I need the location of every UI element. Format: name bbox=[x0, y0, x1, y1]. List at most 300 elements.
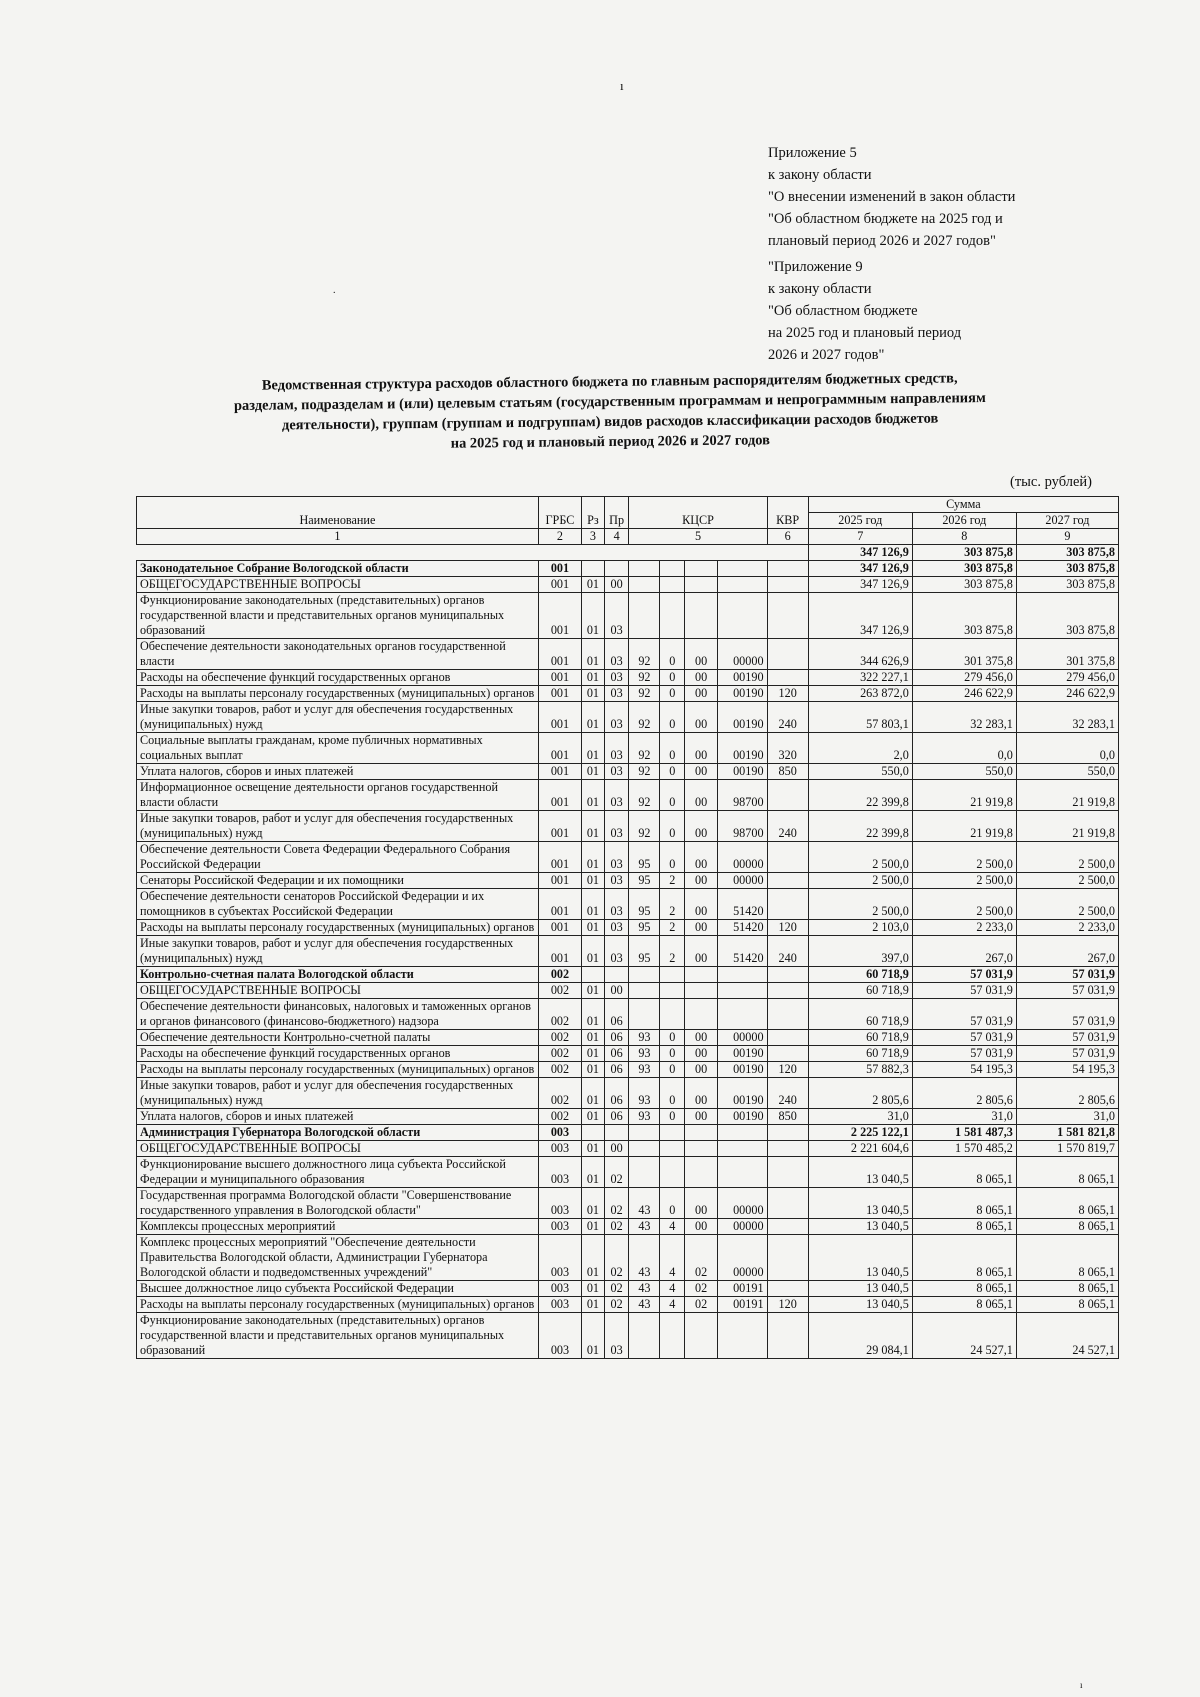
row-rz: 01 bbox=[582, 1281, 605, 1297]
row-kcsr-event: 00 bbox=[685, 1062, 718, 1078]
col-sum-header: Сумма bbox=[808, 497, 1118, 513]
row-amount-2025: 31,0 bbox=[808, 1109, 912, 1125]
row-kcsr-program: 95 bbox=[629, 920, 660, 936]
table-row bbox=[137, 1188, 1119, 1219]
row-kcsr-program bbox=[629, 561, 660, 577]
row-kcsr-event: 00 bbox=[685, 811, 718, 842]
col-rz-header: Рз bbox=[582, 497, 605, 529]
row-kcsr-direction bbox=[718, 577, 767, 593]
row-rz: 01 bbox=[582, 780, 605, 811]
appendix-line: 2026 и 2027 годов" bbox=[768, 347, 885, 363]
col-number: 2 bbox=[538, 529, 581, 545]
row-name: Обеспечение деятельности сенаторов Российской Федерации и их помощников в субъектах Российской Федерации bbox=[137, 889, 539, 920]
row-kcsr-event bbox=[685, 561, 718, 577]
row-name: Расходы на обеспечение функций государственных органов bbox=[137, 1046, 539, 1062]
table-row bbox=[137, 967, 1119, 983]
row-kcsr-direction bbox=[718, 593, 767, 639]
row-kvr: 240 bbox=[767, 936, 808, 967]
row-kcsr-subprogram bbox=[660, 577, 685, 593]
row-kcsr-event: 00 bbox=[685, 1188, 718, 1219]
appendix-line: плановый период 2026 и 2027 годов" bbox=[768, 233, 996, 249]
row-kcsr-event bbox=[685, 593, 718, 639]
row-name: Обеспечение деятельности финансовых, налоговых и таможенных органов и органов финансового (финансово-бюджетного) надзора bbox=[137, 999, 539, 1030]
row-kcsr-program: 92 bbox=[629, 686, 660, 702]
row-kvr: 120 bbox=[767, 1297, 808, 1313]
row-kcsr-program bbox=[629, 577, 660, 593]
row-kcsr-event: 00 bbox=[685, 733, 718, 764]
row-kcsr-subprogram bbox=[660, 1141, 685, 1157]
row-amount-2026: 57 031,9 bbox=[912, 967, 1016, 983]
col-kvr-header: КВР bbox=[767, 497, 808, 529]
row-kvr bbox=[767, 1046, 808, 1062]
row-amount-2027: 550,0 bbox=[1016, 764, 1118, 780]
row-amount-2025: 13 040,5 bbox=[808, 1219, 912, 1235]
row-kcsr-subprogram bbox=[660, 967, 685, 983]
row-kcsr-subprogram bbox=[660, 561, 685, 577]
row-grbs: 001 bbox=[538, 920, 581, 936]
row-amount-2027: 303 875,8 bbox=[1016, 577, 1118, 593]
row-amount-2027: 8 065,1 bbox=[1016, 1235, 1118, 1281]
row-kcsr-program: 43 bbox=[629, 1219, 660, 1235]
row-kvr: 850 bbox=[767, 764, 808, 780]
row-kcsr-direction: 00000 bbox=[718, 1235, 767, 1281]
row-amount-2027: 57 031,9 bbox=[1016, 983, 1118, 999]
row-kcsr-direction: 00000 bbox=[718, 1219, 767, 1235]
table-row bbox=[137, 920, 1119, 936]
total-spacer bbox=[137, 545, 809, 561]
row-kcsr-direction: 00190 bbox=[718, 1109, 767, 1125]
row-kcsr-program: 93 bbox=[629, 1109, 660, 1125]
row-amount-2025: 2 225 122,1 bbox=[808, 1125, 912, 1141]
units-label: (тыс. рублей) bbox=[1010, 474, 1092, 490]
row-amount-2027: 246 622,9 bbox=[1016, 686, 1118, 702]
table-row bbox=[137, 1109, 1119, 1125]
row-kcsr-event: 00 bbox=[685, 702, 718, 733]
row-kcsr-program: 92 bbox=[629, 764, 660, 780]
appendix-line: на 2025 год и плановый период bbox=[768, 325, 962, 341]
table-row bbox=[137, 1141, 1119, 1157]
table-row bbox=[137, 1219, 1119, 1235]
row-name: Комплекс процессных мероприятий "Обеспечение деятельности Правительства Вологодской области, Администрации Губернатора Вологодской области и подведомственных учреждений" bbox=[137, 1235, 539, 1281]
row-pr: 03 bbox=[604, 889, 629, 920]
row-kcsr-event bbox=[685, 1141, 718, 1157]
row-kcsr-subprogram: 0 bbox=[660, 811, 685, 842]
row-amount-2027: 1 581 821,8 bbox=[1016, 1125, 1118, 1141]
row-amount-2026: 21 919,8 bbox=[912, 811, 1016, 842]
row-name: Администрация Губернатора Вологодской области bbox=[137, 1125, 539, 1141]
appendix-line: "Приложение 9 bbox=[768, 259, 863, 275]
row-name: ОБЩЕГОСУДАРСТВЕННЫЕ ВОПРОСЫ bbox=[137, 577, 539, 593]
row-amount-2027: 2 805,6 bbox=[1016, 1078, 1118, 1109]
row-amount-2027: 8 065,1 bbox=[1016, 1188, 1118, 1219]
row-grbs: 001 bbox=[538, 670, 581, 686]
row-amount-2025: 13 040,5 bbox=[808, 1235, 912, 1281]
row-amount-2025: 60 718,9 bbox=[808, 1046, 912, 1062]
appendix-line: к закону области bbox=[768, 167, 872, 183]
row-rz: 01 bbox=[582, 1235, 605, 1281]
row-kcsr-subprogram: 4 bbox=[660, 1219, 685, 1235]
row-amount-2027: 2 500,0 bbox=[1016, 842, 1118, 873]
row-pr bbox=[604, 561, 629, 577]
row-kvr bbox=[767, 577, 808, 593]
row-name: Сенаторы Российской Федерации и их помощники bbox=[137, 873, 539, 889]
row-kcsr-subprogram: 2 bbox=[660, 889, 685, 920]
table-row bbox=[137, 764, 1119, 780]
row-grbs: 001 bbox=[538, 577, 581, 593]
row-grbs: 002 bbox=[538, 1030, 581, 1046]
table-row bbox=[137, 639, 1119, 670]
row-amount-2025: 2 805,6 bbox=[808, 1078, 912, 1109]
row-rz: 01 bbox=[582, 686, 605, 702]
table-row bbox=[137, 1157, 1119, 1188]
row-grbs: 001 bbox=[538, 811, 581, 842]
col-number: 7 bbox=[808, 529, 912, 545]
row-rz: 01 bbox=[582, 1078, 605, 1109]
row-name: Информационное освещение деятельности органов государственной власти области bbox=[137, 780, 539, 811]
row-pr: 03 bbox=[604, 733, 629, 764]
row-rz: 01 bbox=[582, 764, 605, 780]
row-rz: 01 bbox=[582, 1313, 605, 1359]
row-kcsr-event: 02 bbox=[685, 1281, 718, 1297]
row-amount-2027: 8 065,1 bbox=[1016, 1281, 1118, 1297]
row-amount-2027: 57 031,9 bbox=[1016, 967, 1118, 983]
table-row bbox=[137, 733, 1119, 764]
row-amount-2025: 2 500,0 bbox=[808, 889, 912, 920]
row-name: Расходы на выплаты персоналу государственных (муниципальных) органов bbox=[137, 1297, 539, 1313]
row-kvr bbox=[767, 873, 808, 889]
row-amount-2026: 57 031,9 bbox=[912, 999, 1016, 1030]
row-kcsr-event: 00 bbox=[685, 780, 718, 811]
row-pr: 03 bbox=[604, 780, 629, 811]
row-name: Контрольно-счетная палата Вологодской области bbox=[137, 967, 539, 983]
row-kcsr-direction bbox=[718, 1157, 767, 1188]
row-pr: 02 bbox=[604, 1281, 629, 1297]
total-2026: 303 875,8 bbox=[912, 545, 1016, 561]
budget-table bbox=[136, 496, 1119, 1359]
row-name: ОБЩЕГОСУДАРСТВЕННЫЕ ВОПРОСЫ bbox=[137, 1141, 539, 1157]
row-kcsr-event bbox=[685, 577, 718, 593]
row-pr: 02 bbox=[604, 1157, 629, 1188]
row-grbs: 002 bbox=[538, 1078, 581, 1109]
row-kcsr-program: 92 bbox=[629, 639, 660, 670]
row-kcsr-subprogram: 0 bbox=[660, 1062, 685, 1078]
table-row bbox=[137, 702, 1119, 733]
row-amount-2026: 1 570 485,2 bbox=[912, 1141, 1016, 1157]
row-kcsr-program: 43 bbox=[629, 1235, 660, 1281]
row-kcsr-direction: 51420 bbox=[718, 889, 767, 920]
title-line: деятельности), группам (группам и подгруппам) видов расходов классификации расходов бюджетов bbox=[281, 410, 939, 434]
row-name: Высшее должностное лицо субъекта Российской Федерации bbox=[137, 1281, 539, 1297]
row-pr: 02 bbox=[604, 1297, 629, 1313]
row-name: Обеспечение деятельности Совета Федерации Федерального Собрания Российской Федерации bbox=[137, 842, 539, 873]
row-kcsr-subprogram: 4 bbox=[660, 1281, 685, 1297]
row-rz bbox=[582, 561, 605, 577]
row-kcsr-event: 00 bbox=[685, 873, 718, 889]
row-grbs: 003 bbox=[538, 1281, 581, 1297]
row-kcsr-program: 43 bbox=[629, 1281, 660, 1297]
row-amount-2025: 13 040,5 bbox=[808, 1188, 912, 1219]
row-name: Комплексы процессных мероприятий bbox=[137, 1219, 539, 1235]
row-grbs: 003 bbox=[538, 1219, 581, 1235]
row-kcsr-event bbox=[685, 1125, 718, 1141]
row-name: Государственная программа Вологодской области "Совершенствование государственного управления в Вологодской области" bbox=[137, 1188, 539, 1219]
table-row bbox=[137, 889, 1119, 920]
row-kcsr-direction bbox=[718, 999, 767, 1030]
title-line: разделам, подразделам и (или) целевым статьям (государственным программам и непрограммным направлениям bbox=[233, 390, 986, 414]
row-name: Социальные выплаты гражданам, кроме публичных нормативных социальных выплат bbox=[137, 733, 539, 764]
row-grbs: 001 bbox=[538, 764, 581, 780]
row-kcsr-event: 00 bbox=[685, 920, 718, 936]
corner-mark: ı bbox=[1080, 1680, 1083, 1690]
col-2026-header: 2026 год bbox=[912, 513, 1016, 529]
row-amount-2025: 13 040,5 bbox=[808, 1157, 912, 1188]
row-kcsr-event: 00 bbox=[685, 639, 718, 670]
row-kcsr-direction bbox=[718, 561, 767, 577]
row-kcsr-program: 95 bbox=[629, 936, 660, 967]
row-rz: 01 bbox=[582, 1141, 605, 1157]
row-rz: 01 bbox=[582, 842, 605, 873]
row-kcsr-program bbox=[629, 967, 660, 983]
row-grbs: 003 bbox=[538, 1157, 581, 1188]
row-kcsr-program bbox=[629, 593, 660, 639]
row-kcsr-program bbox=[629, 1141, 660, 1157]
row-kcsr-subprogram: 2 bbox=[660, 936, 685, 967]
stray-dot: . bbox=[333, 285, 336, 296]
row-pr: 03 bbox=[604, 764, 629, 780]
table-row bbox=[137, 1313, 1119, 1359]
row-kvr: 240 bbox=[767, 702, 808, 733]
row-amount-2025: 2 500,0 bbox=[808, 873, 912, 889]
row-kcsr-subprogram: 2 bbox=[660, 920, 685, 936]
row-kcsr-program: 92 bbox=[629, 702, 660, 733]
row-kvr: 120 bbox=[767, 1062, 808, 1078]
row-amount-2025: 13 040,5 bbox=[808, 1281, 912, 1297]
row-kvr: 320 bbox=[767, 733, 808, 764]
row-kcsr-direction: 00191 bbox=[718, 1297, 767, 1313]
col-number: 5 bbox=[629, 529, 767, 545]
table-row bbox=[137, 780, 1119, 811]
table-row bbox=[137, 1046, 1119, 1062]
row-kcsr-subprogram: 0 bbox=[660, 764, 685, 780]
row-kcsr-program bbox=[629, 1125, 660, 1141]
row-amount-2026: 2 233,0 bbox=[912, 920, 1016, 936]
row-grbs: 002 bbox=[538, 1046, 581, 1062]
row-kcsr-direction: 00190 bbox=[718, 764, 767, 780]
row-kcsr-direction bbox=[718, 1141, 767, 1157]
row-kcsr-subprogram bbox=[660, 1157, 685, 1188]
column-number-row bbox=[137, 529, 1119, 545]
row-amount-2025: 347 126,9 bbox=[808, 561, 912, 577]
row-amount-2027: 303 875,8 bbox=[1016, 593, 1118, 639]
row-amount-2026: 8 065,1 bbox=[912, 1235, 1016, 1281]
row-kvr bbox=[767, 967, 808, 983]
table-row bbox=[137, 686, 1119, 702]
table-row bbox=[137, 1235, 1119, 1281]
row-grbs: 003 bbox=[538, 1313, 581, 1359]
col-2025-header: 2025 год bbox=[808, 513, 912, 529]
appendix-line: Приложение 5 bbox=[768, 145, 857, 161]
row-amount-2026: 57 031,9 bbox=[912, 1030, 1016, 1046]
row-kcsr-program: 43 bbox=[629, 1297, 660, 1313]
row-kcsr-event: 00 bbox=[685, 1046, 718, 1062]
row-amount-2027: 8 065,1 bbox=[1016, 1219, 1118, 1235]
row-kvr bbox=[767, 670, 808, 686]
row-amount-2025: 22 399,8 bbox=[808, 811, 912, 842]
row-kcsr-direction: 00190 bbox=[718, 1062, 767, 1078]
row-kcsr-subprogram: 0 bbox=[660, 1030, 685, 1046]
row-amount-2025: 344 626,9 bbox=[808, 639, 912, 670]
row-kcsr-event bbox=[685, 967, 718, 983]
row-pr: 06 bbox=[604, 1109, 629, 1125]
row-grbs: 003 bbox=[538, 1141, 581, 1157]
row-kcsr-program bbox=[629, 1313, 660, 1359]
row-kcsr-program: 92 bbox=[629, 780, 660, 811]
row-amount-2025: 2 500,0 bbox=[808, 842, 912, 873]
row-name: Иные закупки товаров, работ и услуг для обеспечения государственных (муниципальных) нужд bbox=[137, 811, 539, 842]
row-pr: 06 bbox=[604, 999, 629, 1030]
row-pr: 00 bbox=[604, 1141, 629, 1157]
row-amount-2025: 322 227,1 bbox=[808, 670, 912, 686]
row-kvr bbox=[767, 1030, 808, 1046]
row-amount-2027: 31,0 bbox=[1016, 1109, 1118, 1125]
row-pr: 03 bbox=[604, 873, 629, 889]
row-amount-2027: 21 919,8 bbox=[1016, 780, 1118, 811]
row-name: Обеспечение деятельности законодательных органов государственной власти bbox=[137, 639, 539, 670]
row-grbs: 003 bbox=[538, 1188, 581, 1219]
row-kcsr-event bbox=[685, 983, 718, 999]
row-amount-2027: 57 031,9 bbox=[1016, 1030, 1118, 1046]
row-name: Расходы на выплаты персоналу государственных (муниципальных) органов bbox=[137, 1062, 539, 1078]
row-grbs: 001 bbox=[538, 873, 581, 889]
row-amount-2025: 347 126,9 bbox=[808, 577, 912, 593]
table-row bbox=[137, 842, 1119, 873]
row-kvr bbox=[767, 1157, 808, 1188]
row-pr: 03 bbox=[604, 670, 629, 686]
col-kcsr-header: КЦСР bbox=[629, 497, 767, 529]
table-row bbox=[137, 593, 1119, 639]
row-amount-2025: 57 882,3 bbox=[808, 1062, 912, 1078]
row-kvr bbox=[767, 1313, 808, 1359]
row-kcsr-subprogram: 0 bbox=[660, 842, 685, 873]
row-amount-2026: 57 031,9 bbox=[912, 983, 1016, 999]
col-grbs-header: ГРБС bbox=[538, 497, 581, 529]
row-amount-2027: 279 456,0 bbox=[1016, 670, 1118, 686]
row-pr: 03 bbox=[604, 702, 629, 733]
row-kcsr-direction: 00000 bbox=[718, 1030, 767, 1046]
row-rz: 01 bbox=[582, 702, 605, 733]
row-rz: 01 bbox=[582, 936, 605, 967]
row-amount-2027: 21 919,8 bbox=[1016, 811, 1118, 842]
table-row bbox=[137, 936, 1119, 967]
row-kcsr-direction: 00190 bbox=[718, 1078, 767, 1109]
row-kcsr-event: 00 bbox=[685, 1078, 718, 1109]
row-kcsr-subprogram bbox=[660, 593, 685, 639]
row-kvr bbox=[767, 1281, 808, 1297]
total-2027: 303 875,8 bbox=[1016, 545, 1118, 561]
row-name: Иные закупки товаров, работ и услуг для обеспечения государственных (муниципальных) нужд bbox=[137, 702, 539, 733]
col-number: 9 bbox=[1016, 529, 1118, 545]
table-row bbox=[137, 577, 1119, 593]
row-amount-2026: 8 065,1 bbox=[912, 1188, 1016, 1219]
row-amount-2025: 57 803,1 bbox=[808, 702, 912, 733]
row-grbs: 001 bbox=[538, 889, 581, 920]
row-kcsr-direction: 00000 bbox=[718, 873, 767, 889]
row-rz: 01 bbox=[582, 999, 605, 1030]
row-kcsr-direction: 98700 bbox=[718, 811, 767, 842]
row-kcsr-direction: 00000 bbox=[718, 1188, 767, 1219]
total-2025: 347 126,9 bbox=[808, 545, 912, 561]
row-kcsr-direction: 51420 bbox=[718, 936, 767, 967]
row-name: Функционирование высшего должностного лица субъекта Российской Федерации и муниципального образования bbox=[137, 1157, 539, 1188]
row-rz: 01 bbox=[582, 639, 605, 670]
row-rz: 01 bbox=[582, 983, 605, 999]
row-grbs: 001 bbox=[538, 936, 581, 967]
row-amount-2025: 60 718,9 bbox=[808, 999, 912, 1030]
page-mark: ı bbox=[620, 78, 624, 93]
row-kcsr-subprogram: 0 bbox=[660, 702, 685, 733]
row-kcsr-subprogram bbox=[660, 999, 685, 1030]
col-2027-header: 2027 год bbox=[1016, 513, 1118, 529]
appendix-line: "Об областном бюджете на 2025 год и bbox=[768, 211, 1003, 227]
row-kcsr-event: 00 bbox=[685, 686, 718, 702]
row-name: Функционирование законодательных (представительных) органов государственной власти и представительных органов муниципальных образований bbox=[137, 593, 539, 639]
row-name: Расходы на обеспечение функций государственных органов bbox=[137, 670, 539, 686]
row-pr: 03 bbox=[604, 686, 629, 702]
col-name-header: Наименование bbox=[137, 497, 539, 529]
row-kcsr-subprogram bbox=[660, 1313, 685, 1359]
row-rz: 01 bbox=[582, 1030, 605, 1046]
table-row bbox=[137, 1281, 1119, 1297]
col-number: 4 bbox=[604, 529, 629, 545]
row-kcsr-event: 00 bbox=[685, 889, 718, 920]
row-kcsr-direction: 00190 bbox=[718, 733, 767, 764]
row-amount-2026: 8 065,1 bbox=[912, 1281, 1016, 1297]
row-amount-2026: 0,0 bbox=[912, 733, 1016, 764]
row-amount-2027: 301 375,8 bbox=[1016, 639, 1118, 670]
row-kcsr-direction: 00190 bbox=[718, 702, 767, 733]
row-amount-2027: 8 065,1 bbox=[1016, 1157, 1118, 1188]
row-amount-2025: 347 126,9 bbox=[808, 593, 912, 639]
row-pr: 02 bbox=[604, 1235, 629, 1281]
col-pr-header: Пр bbox=[604, 497, 629, 529]
row-rz: 01 bbox=[582, 1046, 605, 1062]
row-amount-2027: 57 031,9 bbox=[1016, 999, 1118, 1030]
row-kcsr-event: 00 bbox=[685, 670, 718, 686]
row-amount-2026: 1 581 487,3 bbox=[912, 1125, 1016, 1141]
table-row bbox=[137, 1125, 1119, 1141]
row-kcsr-program: 92 bbox=[629, 670, 660, 686]
row-amount-2025: 60 718,9 bbox=[808, 1030, 912, 1046]
row-amount-2026: 2 500,0 bbox=[912, 889, 1016, 920]
row-pr: 02 bbox=[604, 1219, 629, 1235]
row-grbs: 002 bbox=[538, 967, 581, 983]
row-kvr bbox=[767, 780, 808, 811]
row-grbs: 002 bbox=[538, 1109, 581, 1125]
row-kcsr-program: 93 bbox=[629, 1030, 660, 1046]
row-amount-2026: 8 065,1 bbox=[912, 1297, 1016, 1313]
row-pr: 03 bbox=[604, 842, 629, 873]
row-rz bbox=[582, 1125, 605, 1141]
row-amount-2026: 57 031,9 bbox=[912, 1046, 1016, 1062]
row-kvr bbox=[767, 1125, 808, 1141]
row-kcsr-subprogram: 2 bbox=[660, 873, 685, 889]
row-kvr bbox=[767, 999, 808, 1030]
table-row bbox=[137, 1030, 1119, 1046]
row-pr: 03 bbox=[604, 1313, 629, 1359]
row-rz: 01 bbox=[582, 920, 605, 936]
row-amount-2027: 8 065,1 bbox=[1016, 1297, 1118, 1313]
table-row bbox=[137, 1297, 1119, 1313]
